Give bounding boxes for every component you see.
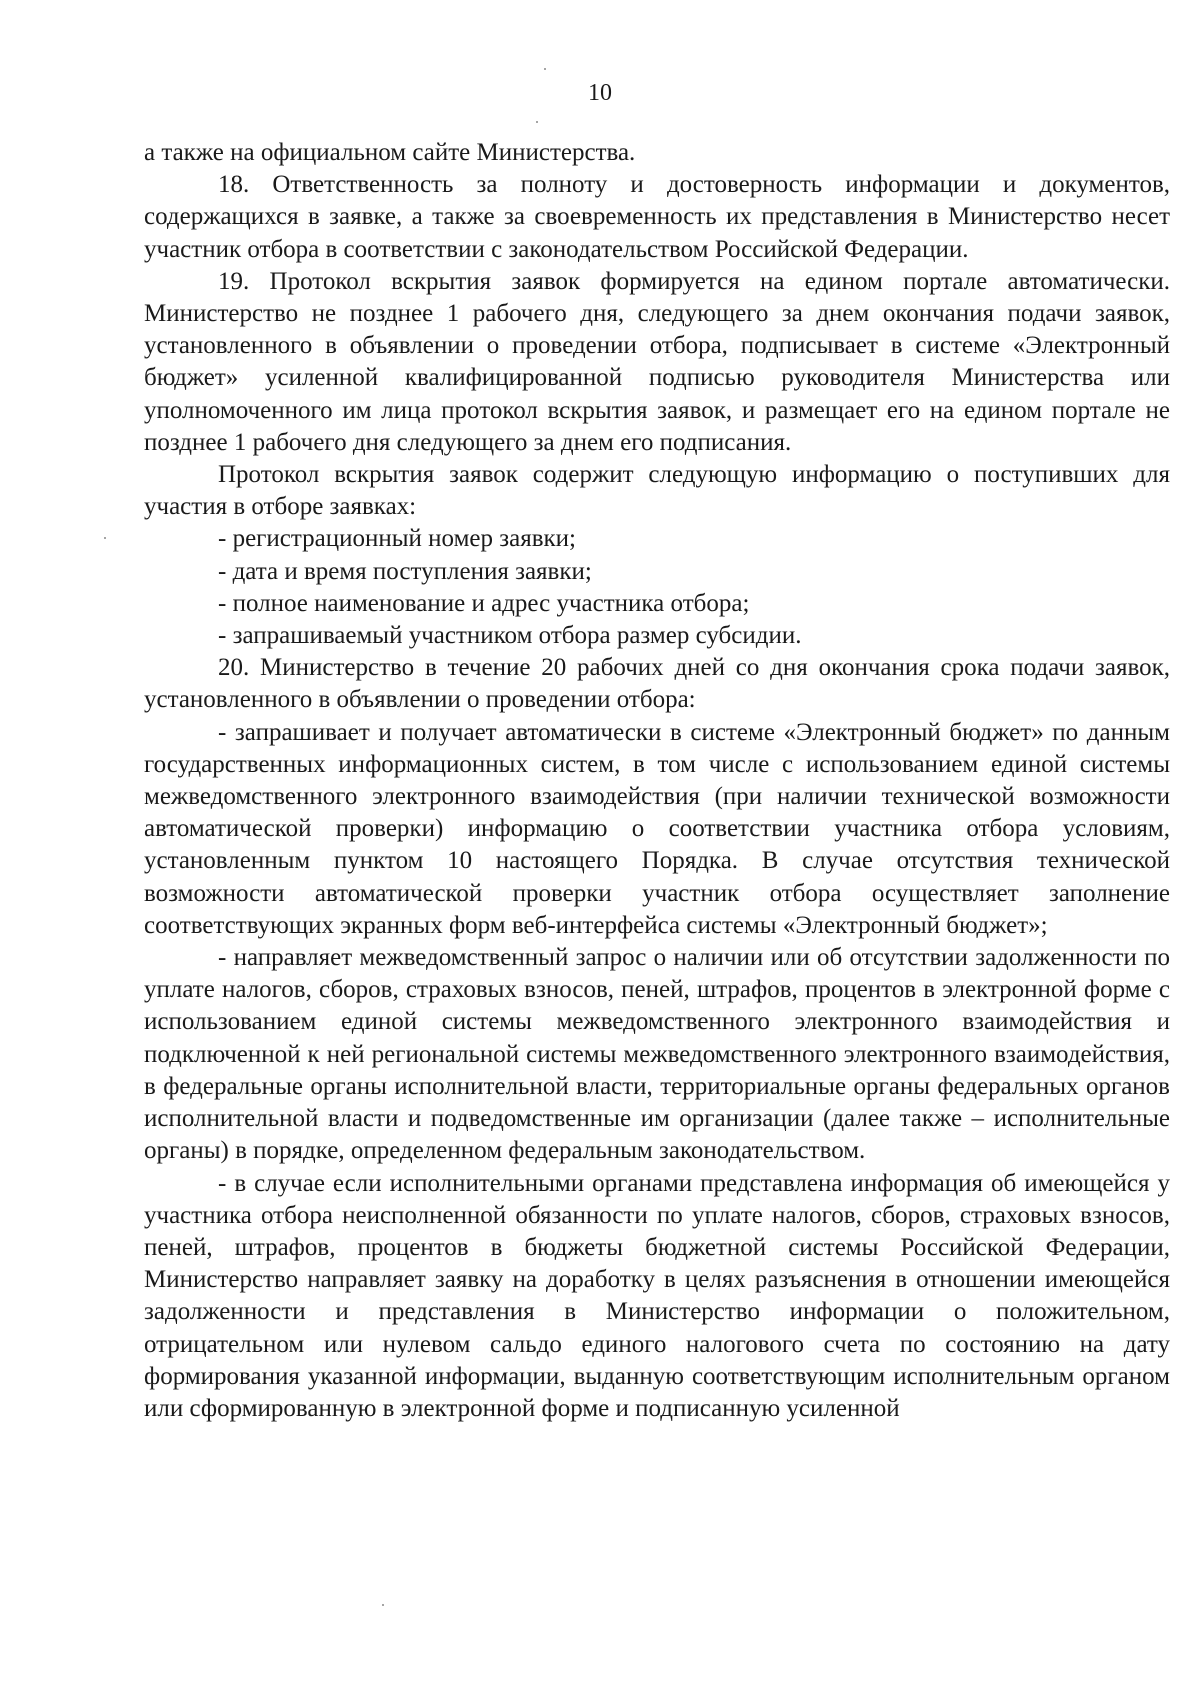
scan-speck xyxy=(382,1604,384,1606)
paragraph-continuation: а также на официальном сайте Министерства. xyxy=(144,139,636,166)
list-item-interagency-request: - направляет межведомственный запрос о наличии или об отсутствии задолженности по уплате налогов, сборов, страховых взносов, пеней, штрафов, процентов в электронной форме с использованием единой системы межведомственного электронного взаимодействия и подключенной к ней региональной системы межведомственного электронного взаимодействия, в федеральные органы исполнительной власти, территориальные органы федеральных органов исполнительной власти и подведомственные им организации (далее также – исполнительные органы) в порядке, определенном федеральным законодательством. xyxy=(144,944,1170,1165)
scan-speck xyxy=(536,121,538,123)
list-item-unpaid-obligations: - в случае если исполнительными органами представлена информация об имеющейся у участника отбора неисполненной обязанности по уплате налогов, сборов, страховых взносов, пеней, штрафов, процентов в бюджеты бюджетной системы Российской Федерации, Министерство направляет заявку на доработку в целях разъяснения в отношении имеющейся задолженности и представления в Министерство информации о положительном, отрицательном или нулевом сальдо единого налогового счета по состоянию на дату формирования указанной информации, выданную соответствующим исполнительным органом или сформированную в электронной форме и подписанную усиленной xyxy=(144,1169,1170,1422)
paragraph-protocol-contents: Протокол вскрытия заявок содержит следующую информацию о поступивших для участия в отборе заявках: xyxy=(144,461,1170,521)
list-item-name-address: - полное наименование и адрес участника отбора; xyxy=(218,589,750,617)
list-item-subsidy-amount: - запрашиваемый участником отбора размер субсидии. xyxy=(218,622,802,650)
page-number: 10 xyxy=(588,80,612,106)
paragraph-item-18: 18. Ответственность за полноту и достоверность информации и документов, содержащихся в заявке, а также за своевременность их представления в Министерство несет участник отбора в соответствии с законодательством Российской Федерации. xyxy=(144,171,1170,263)
scan-speck xyxy=(544,68,546,70)
list-item-registration-number: - регистрационный номер заявки; xyxy=(218,525,576,553)
list-item-requests-info: - запрашивает и получает автоматически в системе «Электронный бюджет» по данным государственных информационных систем, в том числе с использованием единой системы межведомственного электронного взаимодействия (при наличии технической возможности автоматической проверки) информацию о соответствии участника отбора условиям, установленным пунктом 10 настоящего Порядка. В случае отсутствия технической возможности автоматической проверки участник отбора осуществляет заполнение соответствующих экранных форм веб-интерфейса системы «Электронный бюджет»; xyxy=(144,718,1170,939)
document-body xyxy=(144,137,1170,1425)
list-item-date-time: - дата и время поступления заявки; xyxy=(218,557,592,585)
paragraph-item-19: 19. Протокол вскрытия заявок формируется на едином портале автоматически. Министерство не позднее 1 рабочего дня, следующего за днем окончания подачи заявок, установленного в объявлении о проведении отбора, подписывает в системе «Электронный бюджет» усиленной квалифицированной подписью руководителя Министерства или уполномоченного им лица протокол вскрытия заявок, и размещает его на едином портале не позднее 1 рабочего дня следующего за днем его подписания. xyxy=(144,267,1170,456)
scan-speck xyxy=(104,537,106,539)
paragraph-item-20: 20. Министерство в течение 20 рабочих дней со дня окончания срока подачи заявок, установленного в объявлении о проведении отбора: xyxy=(144,654,1170,714)
